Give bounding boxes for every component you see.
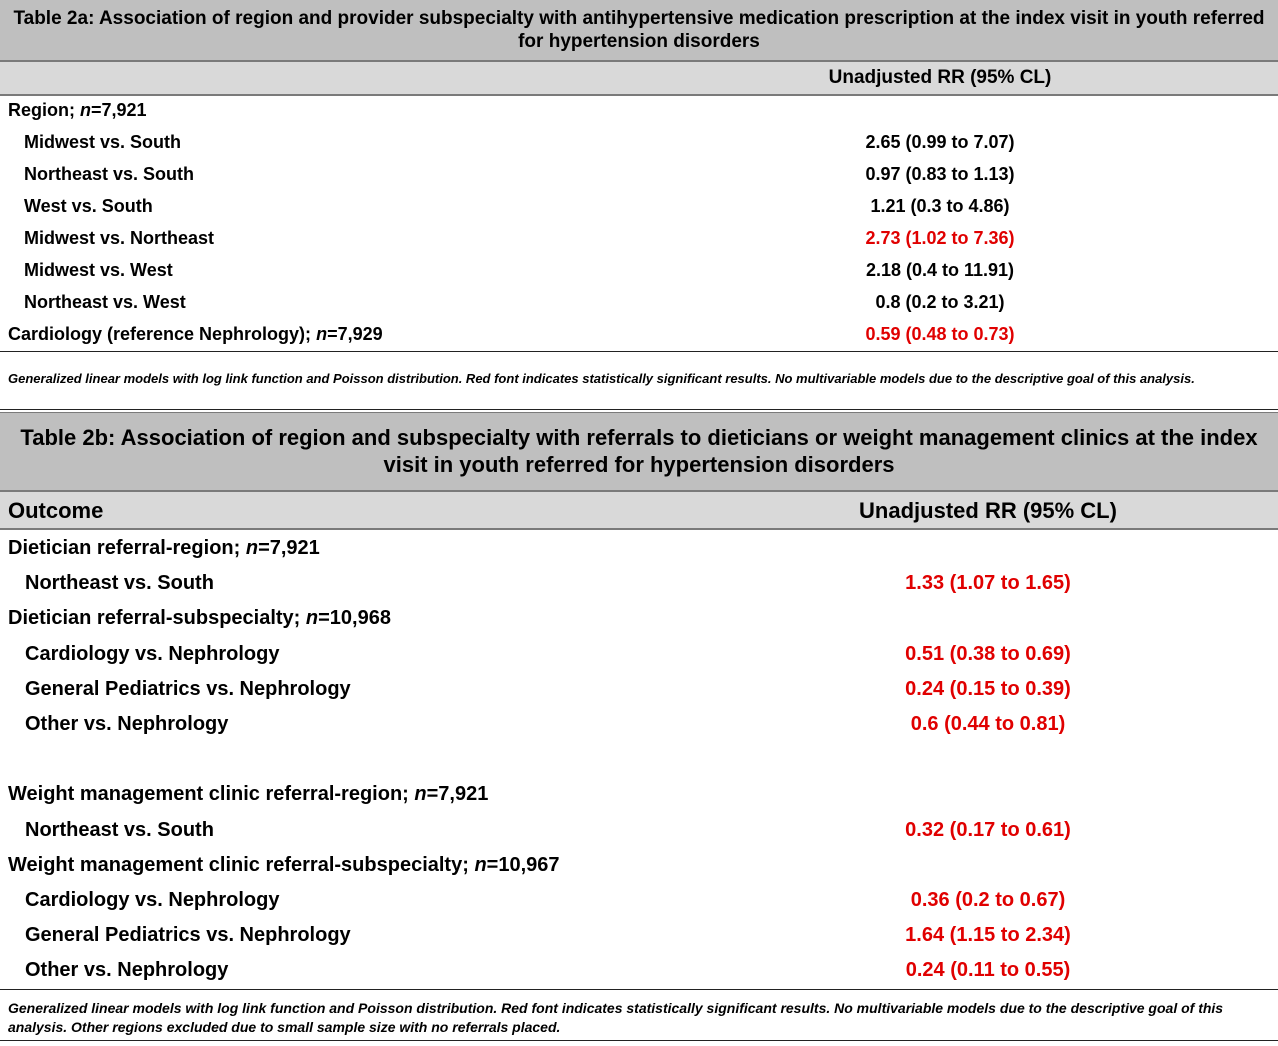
row-label-text: Region;	[8, 100, 80, 120]
row-label-text: Other vs. Nephrology	[25, 959, 229, 981]
table-2a-title: Table 2a: Association of region and provider subspecialty with antihypertensive medication prescription at the index visit in youth referred for hypertension disorders	[13, 7, 1265, 52]
sample-size-label: n	[414, 783, 427, 805]
risk-ratio-value: 2.18 (0.4 to 11.91)	[865, 260, 1015, 280]
table-2b-title-bar	[0, 412, 1278, 492]
table-2a-title-bar	[0, 0, 1278, 62]
row-label-text: Dietician referral-region;	[8, 537, 246, 559]
row-label-text: Northeast vs. South	[24, 164, 195, 184]
sample-size-label: n	[474, 854, 487, 876]
sample-size-value: =10,967	[486, 854, 560, 876]
row-label	[24, 132, 181, 153]
table-2b-outcome-header: Outcome	[8, 498, 104, 523]
row-label-text: Weight management clinic referral-region;	[8, 783, 415, 805]
risk-ratio-value: 0.32 (0.17 to 0.61)	[905, 819, 1071, 841]
sample-size-label: n	[80, 100, 91, 120]
table-2b-bottom-rule	[0, 989, 1278, 990]
row-label-text: Northeast vs. South	[25, 819, 214, 841]
row-label	[8, 537, 320, 560]
row-label-text: Cardiology vs. Nephrology	[25, 643, 280, 665]
sample-size-value: =7,921	[258, 537, 320, 559]
row-label	[8, 783, 488, 806]
row-label-text: Northeast vs. South	[25, 572, 214, 594]
risk-ratio-value: 0.6 (0.44 to 0.81)	[910, 713, 1066, 735]
row-label	[24, 228, 214, 249]
row-label-text: General Pediatrics vs. Nephrology	[25, 924, 351, 946]
row-label-text: General Pediatrics vs. Nephrology	[25, 678, 351, 700]
table-2a-column-header: Unadjusted RR (95% CL)	[828, 67, 1052, 88]
row-label	[8, 324, 383, 345]
table-2a-bottom-rule	[0, 351, 1278, 352]
row-label	[24, 196, 153, 217]
risk-ratio-value: 1.64 (1.15 to 2.34)	[905, 924, 1071, 946]
risk-ratio-value: 0.59 (0.48 to 0.73)	[865, 324, 1015, 344]
sample-size-value: =10,968	[318, 607, 391, 629]
table-2b-footnote: Generalized linear models with log link function and Poisson distribution. Red font indicates statistically significant results. No multivariable models due to the descriptive goal of this analysis. Other regions excluded due to small sample size with no referrals placed.	[8, 1000, 1224, 1035]
row-label	[25, 713, 228, 736]
row-label-text: West vs. South	[24, 196, 153, 216]
row-label	[25, 819, 214, 842]
table-2a-footnote-rule	[0, 409, 1278, 410]
row-label	[24, 164, 194, 185]
table-2a-footnote: Generalized linear models with log link function and Poisson distribution. Red font indicates statistically significant results. No multivariable models due to the descriptive goal of this analysis.	[8, 371, 1195, 386]
risk-ratio-value: 1.33 (1.07 to 1.65)	[905, 572, 1071, 594]
row-label	[25, 959, 228, 982]
sample-size-value: =7,921	[426, 783, 489, 805]
risk-ratio-value: 0.8 (0.2 to 3.21)	[875, 292, 1005, 312]
table-2b-column-header: Unadjusted RR (95% CL)	[859, 498, 1117, 523]
sample-size-value: =7,929	[327, 324, 383, 344]
row-label-text: Midwest vs. South	[24, 132, 182, 152]
row-label	[8, 854, 560, 877]
row-label	[25, 889, 279, 912]
row-label	[24, 260, 173, 281]
table-2a-header-row	[0, 62, 1278, 96]
sample-size-value: =7,921	[91, 100, 147, 120]
row-label-text: Midwest vs. West	[24, 260, 173, 280]
row-label-text: Other vs. Nephrology	[25, 713, 229, 735]
risk-ratio-value: 0.24 (0.11 to 0.55)	[905, 959, 1071, 981]
risk-ratio-value: 0.24 (0.15 to 0.39)	[905, 678, 1071, 700]
row-label-text: Cardiology vs. Nephrology	[25, 889, 280, 911]
row-label-text: Weight management clinic referral-subspecialty;	[8, 854, 475, 876]
risk-ratio-value: 2.65 (0.99 to 7.07)	[865, 132, 1015, 152]
row-label	[25, 924, 351, 947]
table-2b-footnote-rule	[0, 1040, 1278, 1041]
sample-size-label: n	[316, 324, 328, 344]
row-label	[8, 607, 391, 630]
row-label	[25, 643, 279, 666]
row-label-text: Cardiology (reference Nephrology);	[8, 324, 317, 344]
sample-size-label: n	[245, 537, 259, 559]
row-label	[25, 572, 214, 595]
row-label-text: Midwest vs. Northeast	[24, 228, 215, 248]
row-label	[24, 292, 186, 313]
risk-ratio-value: 1.21 (0.3 to 4.86)	[870, 196, 1010, 216]
table-2b-header-row	[0, 492, 1278, 530]
row-label-text: Northeast vs. West	[24, 292, 186, 312]
risk-ratio-value: 0.97 (0.83 to 1.13)	[865, 164, 1015, 184]
risk-ratio-value: 2.73 (1.02 to 7.36)	[865, 228, 1015, 248]
risk-ratio-value: 0.36 (0.2 to 0.67)	[910, 889, 1066, 911]
risk-ratio-value: 0.51 (0.38 to 0.69)	[905, 643, 1071, 665]
row-label	[8, 100, 147, 121]
table-2b-title: Table 2b: Association of region and subspecialty with referrals to dieticians or weight management clinics at the index visit in youth referred for hypertension disorders	[20, 424, 1258, 477]
row-label	[25, 678, 351, 701]
sample-size-label: n	[305, 607, 319, 629]
row-label-text: Dietician referral-subspecialty;	[8, 607, 306, 629]
